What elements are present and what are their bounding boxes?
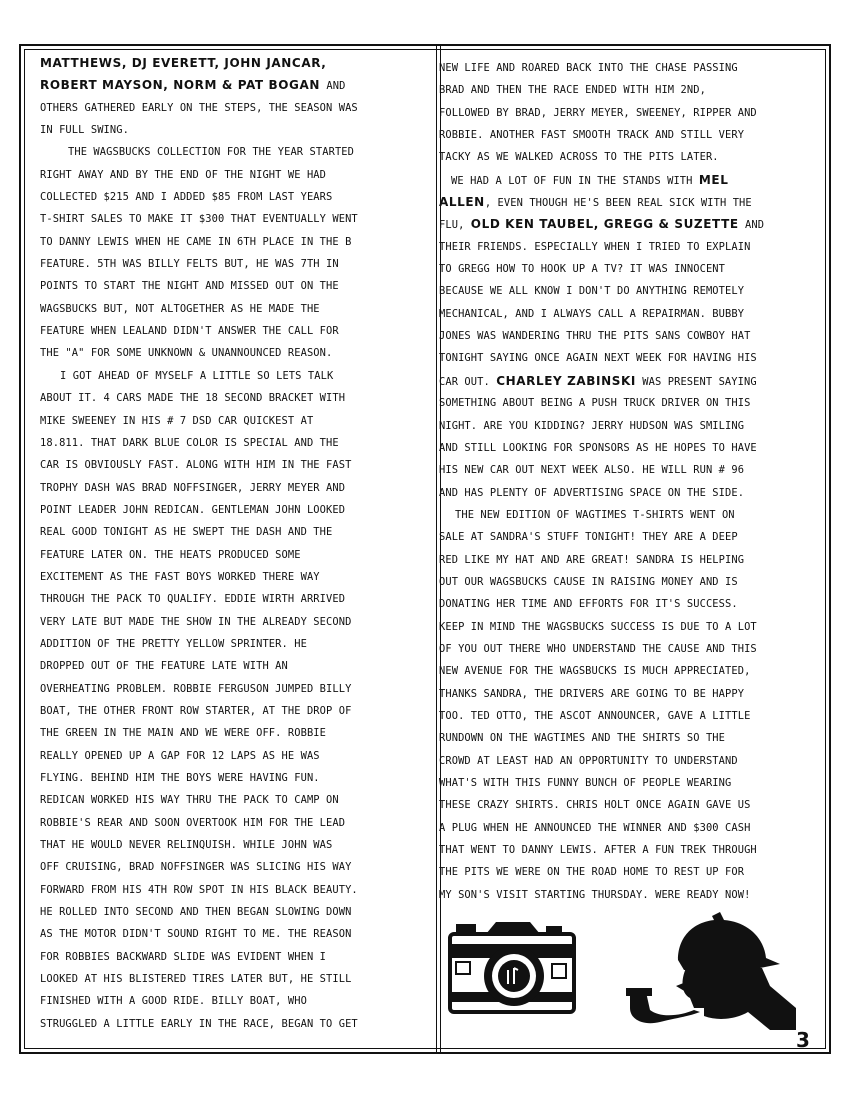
text-line: TO DANNY LEWIS WHEN HE CAME IN 6TH PLACE IN THE B — [40, 235, 352, 248]
text-line: AND HAS PLENTY OF ADVERTISING SPACE ON THE SIDE. — [439, 486, 745, 499]
text-line: THE "A" FOR SOME UNKNOWN & UNANNOUNCED REASON. — [40, 347, 333, 360]
text-line: TONIGHT SAYING ONCE AGAIN NEXT WEEK FOR HAVING HIS — [439, 352, 757, 365]
text-line: MIKE SWEENEY IN HIS # 7 DSD CAR QUICKEST AT — [40, 414, 314, 427]
text-line: 18.811. THAT DARK BLUE COLOR IS SPECIAL AND THE — [40, 436, 339, 449]
bold-names: MATTHEWS, DJ EVERETT, JOHN JANCAR, — [40, 56, 327, 70]
text-line: AND STILL LOOKING FOR SPONSORS AS HE HOPES TO HAVE — [439, 441, 757, 454]
bold-name: CHARLEY ZABINSKI — [496, 373, 636, 388]
text-line: OTHERS GATHERED EARLY ON THE STEPS, THE SEASON WAS — [40, 101, 358, 114]
text-line: OUT OUR WAGSBUCKS CAUSE IN RAISING MONEY AND IS — [439, 575, 738, 588]
bold-names: ROBERT MAYSON, NORM & PAT BOGAN — [40, 78, 321, 93]
text-line: FEATURE LATER ON. THE HEATS PRODUCED SOME — [40, 548, 301, 561]
text-line: LOOKED AT HIS BLISTERED TIRES LATER BUT, HE STILL — [40, 973, 352, 986]
text-line: CROWD AT LEAST HAD AN OPPORTUNITY TO UNDERSTAND — [439, 754, 738, 767]
text-line: TROPHY DASH WAS BRAD NOFFSINGER, JERRY MEYER AND — [40, 481, 346, 494]
text-line: DROPPED OUT OF THE FEATURE LATE WITH AN — [40, 660, 288, 673]
text-line-flu — [439, 213, 811, 235]
text-line: REDICAN WORKED HIS WAY THRU THE PACK TO CAMP ON — [40, 794, 339, 807]
text-line: JONES WAS WANDERING THRU THE PITS SANS COWBOY HAT — [439, 330, 751, 343]
page-number: 3 — [796, 1028, 810, 1052]
text-line: HE ROLLED INTO SECOND AND THEN BEGAN SLOWING DOWN — [40, 906, 352, 919]
text-line-mel — [439, 169, 811, 191]
left-column — [40, 52, 402, 1035]
bold-name: ALLEN — [439, 195, 485, 210]
text-line: TACKY AS WE WALKED ACROSS TO THE PITS LATER. — [439, 151, 719, 164]
text-line: FORWARD FROM HIS 4TH ROW SPOT IN HIS BLACK BEAUTY. — [40, 883, 358, 896]
text-line: REALLY OPENED UP A GAP FOR 12 LAPS AS HE WAS — [40, 749, 320, 762]
text-line: FEATURE WHEN LEALAND DIDN'T ANSWER THE CALL FOR — [40, 325, 339, 338]
detective-silhouette-icon — [620, 912, 796, 1032]
text-line: DONATING HER TIME AND EFFORTS FOR IT'S SUCCESS. — [439, 598, 738, 611]
text-line-charley — [439, 370, 811, 392]
text-line: FOR ROBBIES BACKWARD SLIDE WAS EVIDENT WHEN I — [40, 950, 327, 963]
text-line: NEW AVENUE FOR THE WAGSBUCKS IS MUCH APPRECIATED, — [439, 665, 751, 678]
left-heading-line-2 — [40, 74, 402, 96]
text-run: , EVEN THOUGH HE'S BEEN REAL SICK WITH THE — [484, 197, 752, 210]
text-line: OFF CRUISING, BRAD NOFFSINGER WAS SLICING HIS WAY — [40, 861, 352, 874]
text-line: T-SHIRT SALES TO MAKE IT $300 THAT EVENTUALLY WENT — [40, 213, 358, 226]
text-line: STRUGGLED A LITTLE EARLY IN THE RACE, BEGAN TO GET — [40, 1017, 358, 1030]
text-line: TOO. TED OTTO, THE ASCOT ANNOUNCER, GAVE A LITTLE — [439, 709, 751, 722]
text-line: BRAD AND THEN THE RACE ENDED WITH HIM 2ND, — [439, 84, 706, 97]
text-line: FOLLOWED BY BRAD, JERRY MEYER, SWEENEY, RIPPER AND — [439, 106, 757, 119]
text-line: ADDITION OF THE PRETTY YELLOW SPRINTER. HE — [40, 637, 307, 650]
text-line: THE PITS WE WERE ON THE ROAD HOME TO REST UP FOR — [439, 866, 745, 879]
text-line: ABOUT IT. 4 CARS MADE THE 18 SECOND BRACKET WITH — [40, 392, 346, 405]
text-line: TO GREGG HOW TO HOOK UP A TV? IT WAS INNOCENT — [439, 263, 726, 276]
bold-names: OLD KEN TAUBEL, GREGG & SUZETTE — [470, 217, 739, 232]
text-line: AS THE MOTOR DIDN'T SOUND RIGHT TO ME. THE REASON — [40, 928, 352, 941]
text-line: FINISHED WITH A GOOD RIDE. BILLY BOAT, WHO — [40, 995, 307, 1008]
text-line: POINTS TO START THE NIGHT AND MISSED OUT ON THE — [40, 280, 339, 293]
text-line: SALE AT SANDRA'S STUFF TONIGHT! THEY ARE A DEEP — [439, 531, 738, 544]
text-line: MECHANICAL, AND I ALWAYS CALL A REPAIRMAN. BUBBY — [439, 307, 745, 320]
text-line: BOAT, THE OTHER FRONT ROW STARTER, AT THE DROP OF — [40, 704, 352, 717]
text-line: OVERHEATING PROBLEM. ROBBIE FERGUSON JUMPED BILLY — [40, 682, 352, 695]
text-line: RIGHT AWAY AND BY THE END OF THE NIGHT WE HAD — [40, 168, 327, 181]
text-line: THE GREEN IN THE MAIN AND WE WERE OFF. ROBBIE — [40, 727, 327, 740]
text-line: THAT WENT TO DANNY LEWIS. AFTER A FUN TREK THROUGH — [439, 844, 757, 857]
text-line: EXCITEMENT AS THE FAST BOYS WORKED THERE WAY — [40, 570, 320, 583]
text-line: THANKS SANDRA, THE DRIVERS ARE GOING TO BE HAPPY — [439, 687, 745, 700]
text-line: COLLECTED $215 AND I ADDED $85 FROM LAST YEARS — [40, 191, 333, 204]
left-heading-line-1 — [40, 52, 402, 74]
text-line: POINT LEADER JOHN REDICAN. GENTLEMAN JOHN LOOKED — [40, 503, 346, 516]
bold-name: MEL — [698, 172, 729, 187]
right-column — [439, 57, 811, 906]
text-line: VERY LATE BUT MADE THE SHOW IN THE ALREADY SECOND — [40, 615, 352, 628]
text-line: THROUGH THE PACK TO QUALIFY. EDDIE WIRTH ARRIVED — [40, 593, 346, 606]
text-run: AND — [320, 80, 346, 93]
text-line: WHAT'S WITH THIS FUNNY BUNCH OF PEOPLE WEARING — [439, 777, 732, 789]
text-line: CAR IS OBVIOUSLY FAST. ALONG WITH HIM IN THE FAST — [40, 459, 352, 472]
text-line: REAL GOOD TONIGHT AS HE SWEPT THE DASH AND THE — [40, 526, 333, 539]
text-line: NIGHT. ARE YOU KIDDING? JERRY HUDSON WAS SMILING — [439, 419, 745, 432]
text-run: FLU, — [439, 219, 471, 232]
text-line: THEIR FRIENDS. ESPECIALLY WHEN I TRIED TO EXPLAIN — [439, 240, 751, 253]
text-line: WAGSBUCKS BUT, NOT ALTOGETHER AS HE MADE THE — [40, 302, 320, 315]
text-line: FLYING. BEHIND HIM THE BOYS WERE HAVING FUN. — [40, 772, 320, 784]
text-line: THESE CRAZY SHIRTS. CHRIS HOLT ONCE AGAIN GAVE US — [439, 799, 751, 812]
text-run: AND — [738, 219, 765, 232]
text-line: THE WAGSBUCKS COLLECTION FOR THE YEAR STARTED — [68, 146, 355, 159]
text-line: RUNDOWN ON THE WAGTIMES AND THE SHIRTS SO THE — [439, 732, 726, 745]
text-run: CAR OUT. — [439, 375, 497, 388]
text-line: ROBBIE. ANOTHER FAST SMOOTH TRACK AND STILL VERY — [439, 129, 745, 142]
text-run: WAS PRESENT SAYING — [635, 375, 757, 388]
text-run: WE HAD A LOT OF FUN IN THE STANDS WITH — [451, 174, 699, 187]
text-line: MY SON'S VISIT STARTING THURSDAY. WERE READY NOW! — [439, 888, 751, 901]
text-line: I GOT AHEAD OF MYSELF A LITTLE SO LETS TALK — [60, 369, 334, 382]
camera-icon — [448, 918, 576, 1016]
text-line: A PLUG WHEN HE ANNOUNCED THE WINNER AND $300 CASH — [439, 821, 751, 834]
text-line: THE NEW EDITION OF WAGTIMES T-SHIRTS WENT ON — [455, 508, 735, 521]
text-line: NEW LIFE AND ROARED BACK INTO THE CHASE PASSING — [439, 62, 738, 74]
text-line: IN FULL SWING. — [40, 124, 129, 137]
text-line: KEEP IN MIND THE WAGSBUCKS SUCCESS IS DUE TO A LOT — [439, 620, 757, 633]
text-line: SOMETHING ABOUT BEING A PUSH TRUCK DRIVER ON THIS — [439, 397, 751, 410]
text-line: OF YOU OUT THERE WHO UNDERSTAND THE CAUSE AND THIS — [439, 642, 757, 655]
text-line: ROBBIE'S REAR AND SOON OVERTOOK HIM FOR THE LEAD — [40, 816, 346, 829]
text-line: THAT HE WOULD NEVER RELINQUISH. WHILE JOHN WAS — [40, 839, 333, 852]
text-line-allen — [439, 191, 811, 213]
text-line: RED LIKE MY HAT AND ARE GREAT! SANDRA IS HELPING — [439, 553, 745, 566]
text-line: BECAUSE WE ALL KNOW I DON'T DO ANYTHING REMOTELY — [439, 285, 745, 298]
text-line: HIS NEW CAR OUT NEXT WEEK ALSO. HE WILL RUN # 96 — [439, 464, 745, 477]
text-line: FEATURE. 5TH WAS BILLY FELTS BUT, HE WAS 7TH IN — [40, 258, 339, 271]
